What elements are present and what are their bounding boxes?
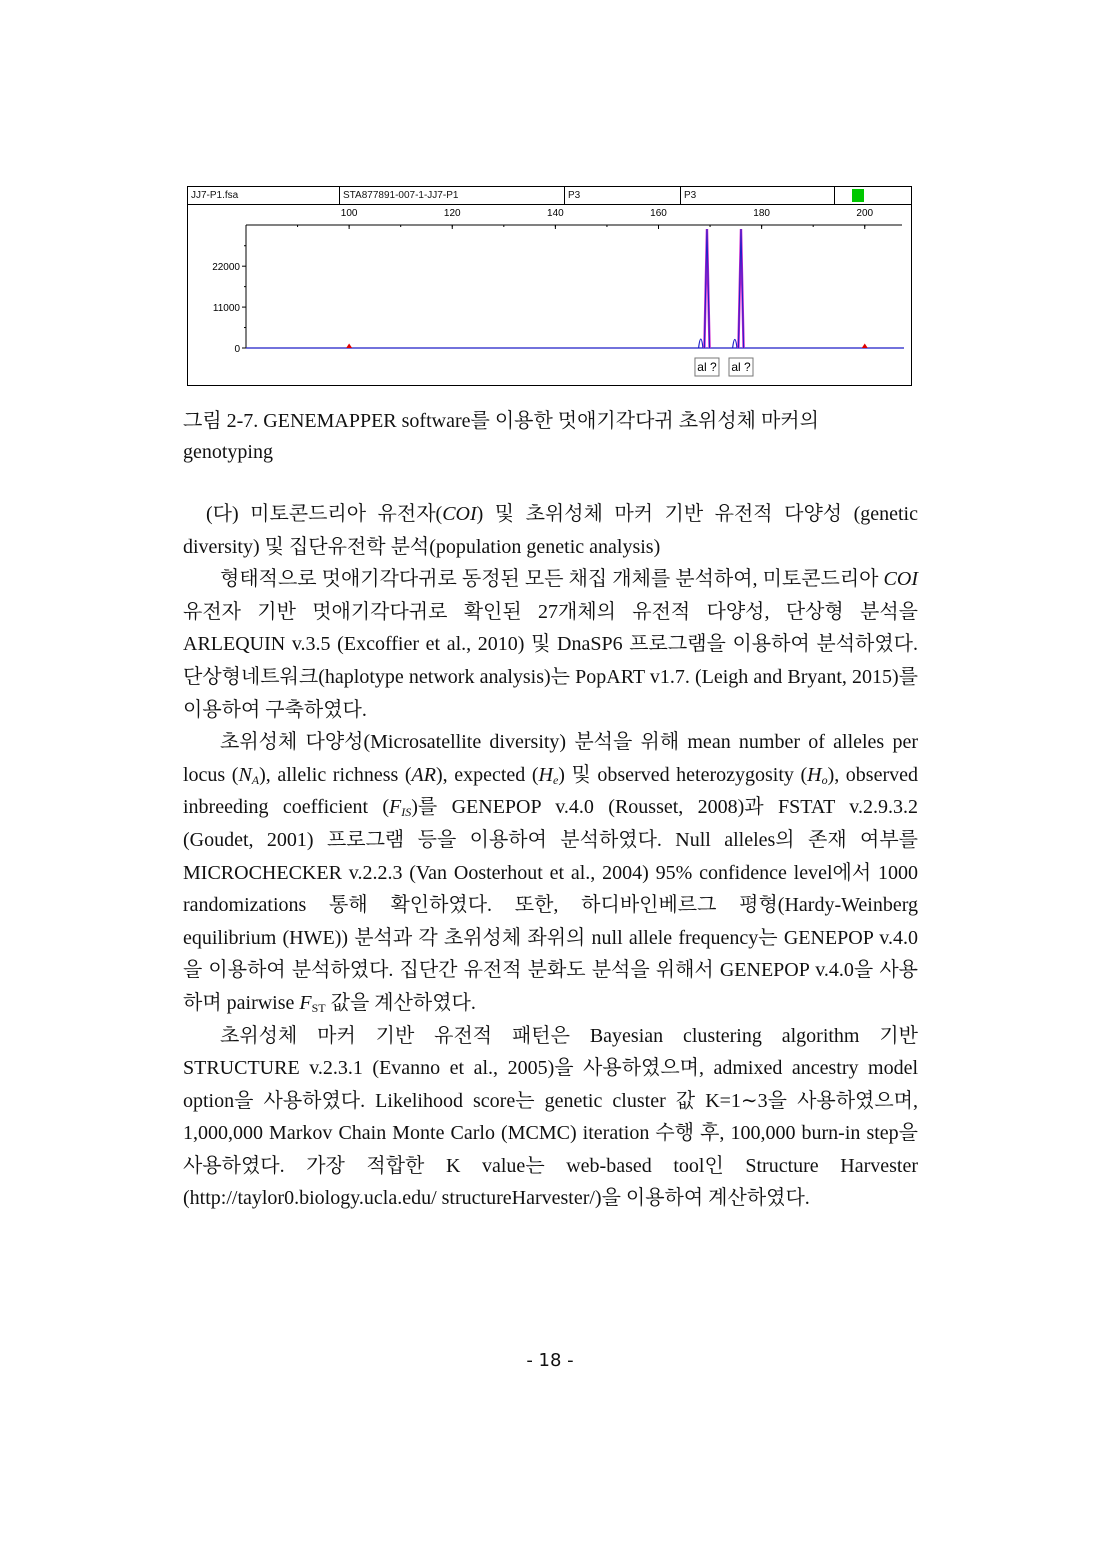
x-tick-label: 120 <box>443 208 461 219</box>
gene-name: COI <box>883 568 918 591</box>
text-run: ), expected ( <box>435 763 539 786</box>
symbol-na: N <box>238 763 252 786</box>
sample-name-cell: STA877891-007-1-JJ7-P1 <box>340 187 565 204</box>
symbol-fis: F <box>389 796 402 819</box>
text-run: 형태적으로 멋애기각다귀로 동정된 모든 채집 개체를 분석하여, 미토콘드리아 <box>220 568 884 591</box>
text-run: ), allelic richness ( <box>259 763 412 786</box>
symbol-fst: F <box>299 991 312 1014</box>
symbol-subscript: ST <box>311 1000 326 1015</box>
panel-cell-1: P3 <box>565 187 681 204</box>
x-tick-label: 200 <box>856 208 874 219</box>
symbol-subscript: IS <box>401 805 412 820</box>
x-tick-label: 100 <box>340 208 358 219</box>
allele-label: al ? <box>697 360 717 374</box>
electropherogram-plot <box>188 205 911 385</box>
text-run: )를 GENEPOP v.4.0 (Rousset, 2008)과 FSTAT v.2.9.3.2 (Goudet, 2001) 프로그램 등을 이용하여 분석하였다. Null alleles의 존재 여부를 MICROCHECKER v.2.2.3 (Van Oosterhout et al., 2004) 95% confidence level에서 1000 randomizations 통해 확인하였다. 또한, 하디바인베르그 평형(Hardy-Weinberg equilibrium (HWE)) 분석과 각 초위성체 좌위의 null allele frequency는 GENEPOP v.4.0을 이용하여 분석하였다. 집단간 유전적 분화도 분석을 위해서 GENEPOP v.4.0을 사용하며 pairwise <box>183 796 918 1014</box>
caption-line-2: genotyping <box>183 441 273 463</box>
body-text <box>183 498 918 1215</box>
text-run: (다) 미토콘드리아 유전자( <box>206 503 443 525</box>
paragraph-microsatellite <box>183 726 918 1019</box>
allele-label: al ? <box>731 360 751 374</box>
size-standard-peak <box>346 344 352 348</box>
text-run: ) 및 초위성체 마커 기반 유전적 다양성 (genetic diversity) 및 집단유전학 분석(population genetic analysis) <box>183 503 918 558</box>
panel-cell-2: P3 <box>681 187 835 204</box>
paragraph-structure: 초위성체 마커 기반 유전적 패턴은 Bayesian clustering algorithm 기반 STRUCTURE v.2.3.1 (Evanno et al., 2005)을 사용하였으며, admixed ancestry model option을 사용하였다. Likelihood score는 genetic cluster 값 K=1∼3을 사용하였으며, 1,000,000 Markov Chain Monte Carlo (MCMC) iteration 수행 후, 100,000 burn-in step을 사용하였다. 가장 적합한 K value는 web-based tool인 Structure Harvester (http://taylor0.biology.ucla.edu/ structureHarvester/)을 이용하여 계산하였다. <box>183 1024 918 1210</box>
x-tick-label: 160 <box>650 208 667 219</box>
symbol-subscript: A <box>251 772 260 787</box>
y-tick-label: 22000 <box>212 262 240 274</box>
gene-name: COI <box>442 503 477 525</box>
stutter-peak <box>733 339 737 348</box>
paragraph-haplotype <box>183 563 918 726</box>
file-name-cell: JJ7-P1.fsa <box>188 187 340 204</box>
figure-caption <box>183 406 918 468</box>
y-tick-label: 11000 <box>212 303 240 315</box>
symbol-he: H <box>538 763 553 786</box>
text-run: 유전자 기반 멋애기각다귀로 확인된 27개체의 유전적 다양성, 단상형 분석을 ARLEQUIN v.3.5 (Excoffier et al., 2010) 및 DnaSP6 프로그램을 이용하여 분석하였다. 단상형네트워크(haplotype network analysis)는 PopART v1.7. (Leigh and Bryant, 2015)를 이용하여 구축하였다. <box>183 600 918 721</box>
text-run: 초위성체 다양성(Microsatellite diversity) 분석을 위해 mean number of alleles per locus ( <box>183 731 918 786</box>
status-indicator-icon <box>852 189 864 202</box>
text-run: ) 및 observed heterozygosity ( <box>558 763 808 786</box>
stutter-peak <box>699 339 703 348</box>
symbol-subscript: o <box>821 772 828 787</box>
symbol-ho: H <box>807 763 822 786</box>
symbol-subscript: e <box>552 772 559 787</box>
text-run: 값을 계산하였다. <box>325 991 476 1014</box>
caption-line-1: 그림 2-7. GENEMAPPER software를 이용한 멋애기각다귀 초위성체 마커의 <box>183 410 819 432</box>
page-number: - 18 - <box>526 1350 574 1371</box>
symbol-ar: AR <box>411 763 436 786</box>
size-standard-peak <box>862 344 868 348</box>
electropherogram-figure <box>187 186 912 386</box>
x-tick-label: 140 <box>547 208 564 219</box>
y-tick-label: 0 <box>234 344 240 355</box>
text-run: ), observed inbreeding coefficient ( <box>183 763 918 819</box>
x-tick-label: 180 <box>753 208 770 219</box>
section-heading-paragraph <box>183 498 918 563</box>
figure-header-bar <box>188 187 911 205</box>
